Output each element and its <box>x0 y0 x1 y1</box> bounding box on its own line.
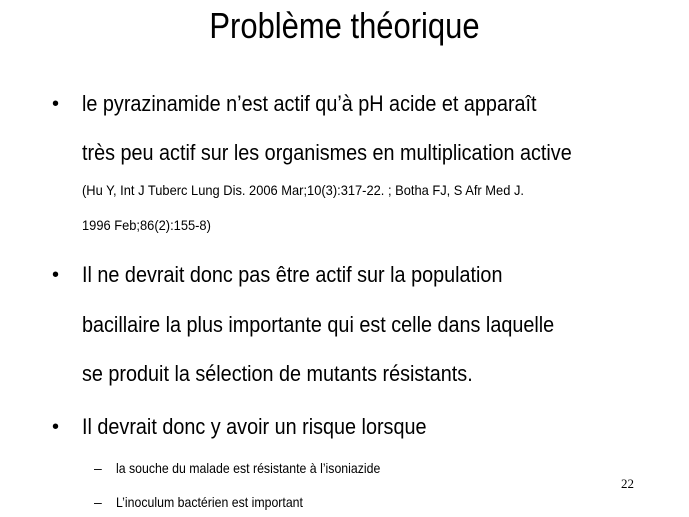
bullet-1-reference-line-2: 1996 Feb;86(2):155-8) <box>82 217 211 233</box>
bullet-2-marker: • <box>52 264 60 286</box>
sub-item-1: la souche du malade est résistante à l’isoniazide <box>116 460 381 476</box>
bullet-1-line-2: très peu actif sur les organismes en multiplication active <box>82 140 572 165</box>
bullet-2-line-1: Il ne devrait donc pas être actif sur la population <box>82 262 503 287</box>
bullet-3-line-1: Il devrait donc y avoir un risque lorsque <box>82 414 427 439</box>
bullet-1-reference-line-1: (Hu Y, Int J Tuberc Lung Dis. 2006 Mar;10(3):317-22. ; Botha FJ, S Afr Med J. <box>82 182 524 198</box>
sub-item-2: L’inoculum bactérien est important <box>116 494 303 510</box>
bullet-2-line-2: bacillaire la plus importante qui est celle dans laquelle <box>82 312 555 337</box>
page-number: 22 <box>621 476 634 491</box>
bullet-2-line-3: se produit la sélection de mutants résistants. <box>82 361 473 386</box>
slide-title: Problème théorique <box>209 5 480 46</box>
sub-item-2-marker: – <box>94 494 102 510</box>
bullet-3-marker: • <box>52 416 60 438</box>
bullet-1-marker: • <box>52 93 60 115</box>
bullet-1-line-1: le pyrazinamide n’est actif qu’à pH acide et apparaît <box>82 91 537 116</box>
sub-item-1-marker: – <box>94 460 102 476</box>
